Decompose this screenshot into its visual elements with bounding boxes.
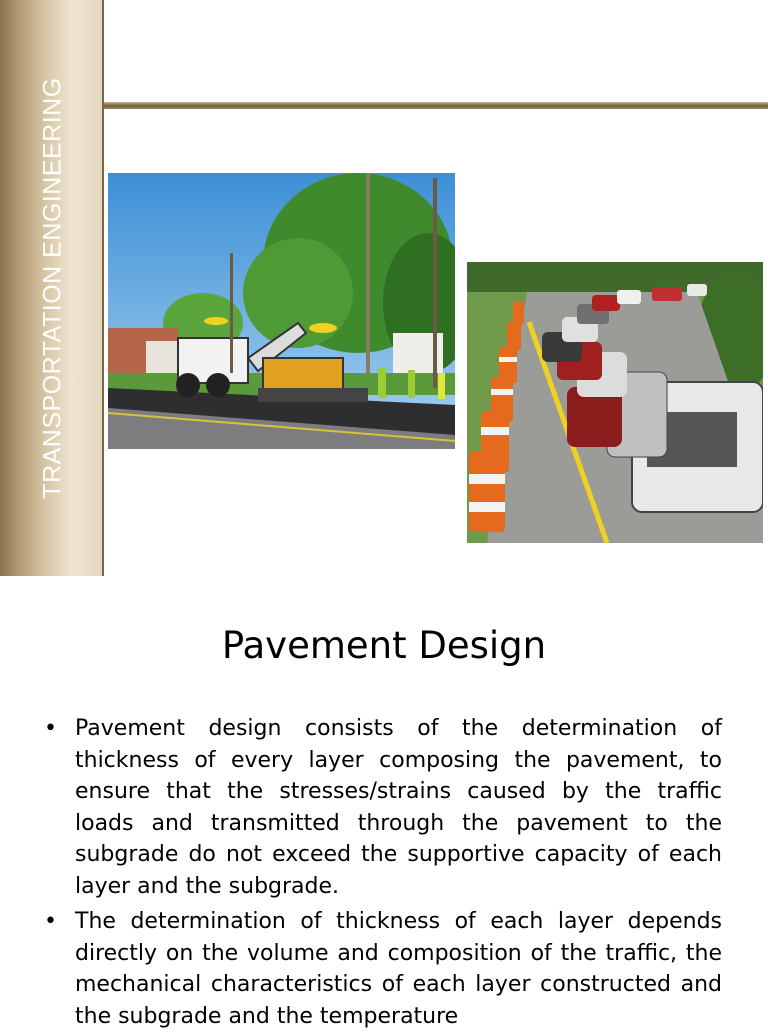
bullet-dot: • bbox=[44, 909, 57, 934]
bullet-item bbox=[44, 713, 722, 902]
sidebar-title: TRANSPORTATION ENGINEERING bbox=[38, 77, 67, 499]
slide-title: Pavement Design bbox=[221, 624, 547, 667]
paving-machine-photo bbox=[108, 173, 455, 449]
bullet-text: Pavement design consists of the determination of thickness of every layer composing the pavement, to ensure that the stresses/strains caused by the traffic loads and transmitted through the pavement to the subgrade do not exceed the supportive capacity of each layer and the subgrade. bbox=[75, 716, 722, 899]
bullet-text: The determination of thickness of each layer depends directly on the volume and composition of the traffic, the mechanical characteristics of each layer constructed and the subgrade and the temperature bbox=[75, 909, 722, 1029]
traffic-cones-photo bbox=[467, 262, 763, 543]
bullet-list bbox=[44, 713, 722, 1036]
header-rule bbox=[104, 102, 768, 109]
sidebar-edge bbox=[102, 0, 104, 576]
bullet-item bbox=[44, 906, 722, 1032]
bullet-dot: • bbox=[44, 716, 57, 741]
